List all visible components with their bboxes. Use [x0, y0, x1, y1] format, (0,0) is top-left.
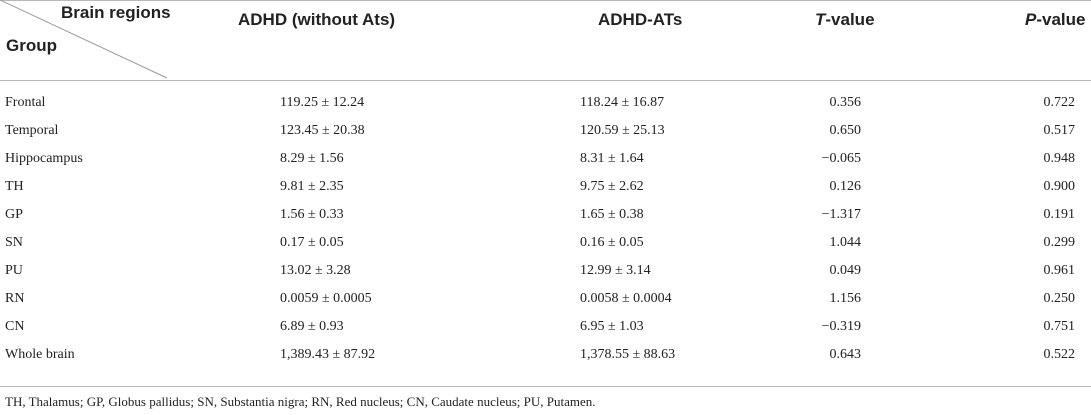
- header-t-suffix: -value: [825, 10, 875, 29]
- cell-adhd-ats: 0.16 ± 0.05: [580, 235, 644, 250]
- cell-p-value: 0.517: [1043, 123, 1075, 138]
- cell-adhd: 1,389.43 ± 87.92: [280, 347, 376, 362]
- cell-t-value: −0.319: [821, 319, 861, 334]
- cell-t-value: 1.044: [829, 235, 861, 250]
- cell-adhd: 1.56 ± 0.33: [280, 207, 344, 222]
- cell-t-value: 0.643: [829, 347, 861, 362]
- table-row: [0, 89, 1091, 117]
- cell-region: PU: [5, 263, 23, 278]
- cell-region: TH: [5, 179, 24, 194]
- table-footnote: TH, Thalamus; GP, Globus pallidus; SN, Substantia nigra; RN, Red nucleus; CN, Caudate nucleus; PU, Putamen.: [5, 394, 596, 409]
- table-row: [0, 285, 1091, 313]
- cell-adhd-ats: 1.65 ± 0.38: [580, 207, 644, 222]
- cell-adhd: 8.29 ± 1.56: [280, 151, 344, 166]
- cell-p-value: 0.522: [1043, 347, 1075, 362]
- cell-region: Whole brain: [5, 347, 75, 362]
- cell-t-value: 0.049: [829, 263, 861, 278]
- table-row: [0, 201, 1091, 229]
- cell-adhd-ats: 120.59 ± 25.13: [580, 123, 665, 138]
- table-row: [0, 229, 1091, 257]
- header-t-letter: T: [815, 10, 826, 29]
- cell-t-value: 1.156: [829, 291, 861, 306]
- cell-region: Temporal: [5, 123, 59, 138]
- cell-adhd-ats: 9.75 ± 2.62: [580, 179, 644, 194]
- cell-p-value: 0.250: [1043, 291, 1075, 306]
- table-bottom-rule: [0, 386, 1091, 387]
- cell-region: RN: [5, 291, 25, 306]
- cell-adhd: 9.81 ± 2.35: [280, 179, 344, 194]
- cell-adhd-ats: 8.31 ± 1.64: [580, 151, 644, 166]
- cell-adhd: 13.02 ± 3.28: [280, 263, 351, 278]
- cell-adhd-ats: 12.99 ± 3.14: [580, 263, 651, 278]
- cell-region: Hippocampus: [5, 151, 83, 166]
- cell-adhd-ats: 0.0058 ± 0.0004: [580, 291, 672, 306]
- cell-t-value: −1.317: [821, 207, 861, 222]
- cell-adhd: 0.0059 ± 0.0005: [280, 291, 372, 306]
- cell-region: CN: [5, 319, 25, 334]
- header-bottom-rule: [0, 80, 1091, 81]
- cell-adhd-ats: 118.24 ± 16.87: [580, 95, 665, 110]
- cell-region: GP: [5, 207, 23, 222]
- cell-p-value: 0.900: [1043, 179, 1075, 194]
- header-adhd-ats: ADHD-ATs: [598, 10, 683, 29]
- header-p-letter: P: [1025, 10, 1037, 29]
- table-row: [0, 117, 1091, 145]
- cell-t-value: 0.356: [829, 95, 861, 110]
- cell-adhd: 119.25 ± 12.24: [280, 95, 365, 110]
- table-row: [0, 257, 1091, 285]
- header-p-value: [1025, 10, 1085, 30]
- cell-t-value: −0.065: [821, 151, 861, 166]
- cell-p-value: 0.722: [1043, 95, 1075, 110]
- cell-adhd: 6.89 ± 0.93: [280, 319, 344, 334]
- cell-t-value: 0.650: [829, 123, 861, 138]
- cell-region: Frontal: [5, 95, 46, 110]
- cell-p-value: 0.191: [1043, 207, 1075, 222]
- cell-adhd-ats: 1,378.55 ± 88.63: [580, 347, 676, 362]
- cell-region: SN: [5, 235, 23, 250]
- header-adhd-without-ats: ADHD (without Ats): [238, 10, 396, 29]
- cell-p-value: 0.961: [1043, 263, 1075, 278]
- cell-adhd: 123.45 ± 20.38: [280, 123, 365, 138]
- cell-p-value: 0.948: [1043, 151, 1075, 166]
- header-brain-regions: Brain regions: [61, 3, 171, 22]
- table-row: [0, 341, 1091, 369]
- header-t-value: [815, 10, 875, 30]
- table-row: [0, 173, 1091, 201]
- cell-adhd-ats: 6.95 ± 1.03: [580, 319, 644, 334]
- header-group: Group: [6, 36, 57, 55]
- header-p-suffix: -value: [1036, 10, 1086, 29]
- cell-t-value: 0.126: [829, 179, 861, 194]
- table-row: [0, 313, 1091, 341]
- cell-adhd: 0.17 ± 0.05: [280, 235, 344, 250]
- cell-p-value: 0.299: [1043, 235, 1075, 250]
- cell-p-value: 0.751: [1043, 319, 1075, 334]
- table-row: [0, 145, 1091, 173]
